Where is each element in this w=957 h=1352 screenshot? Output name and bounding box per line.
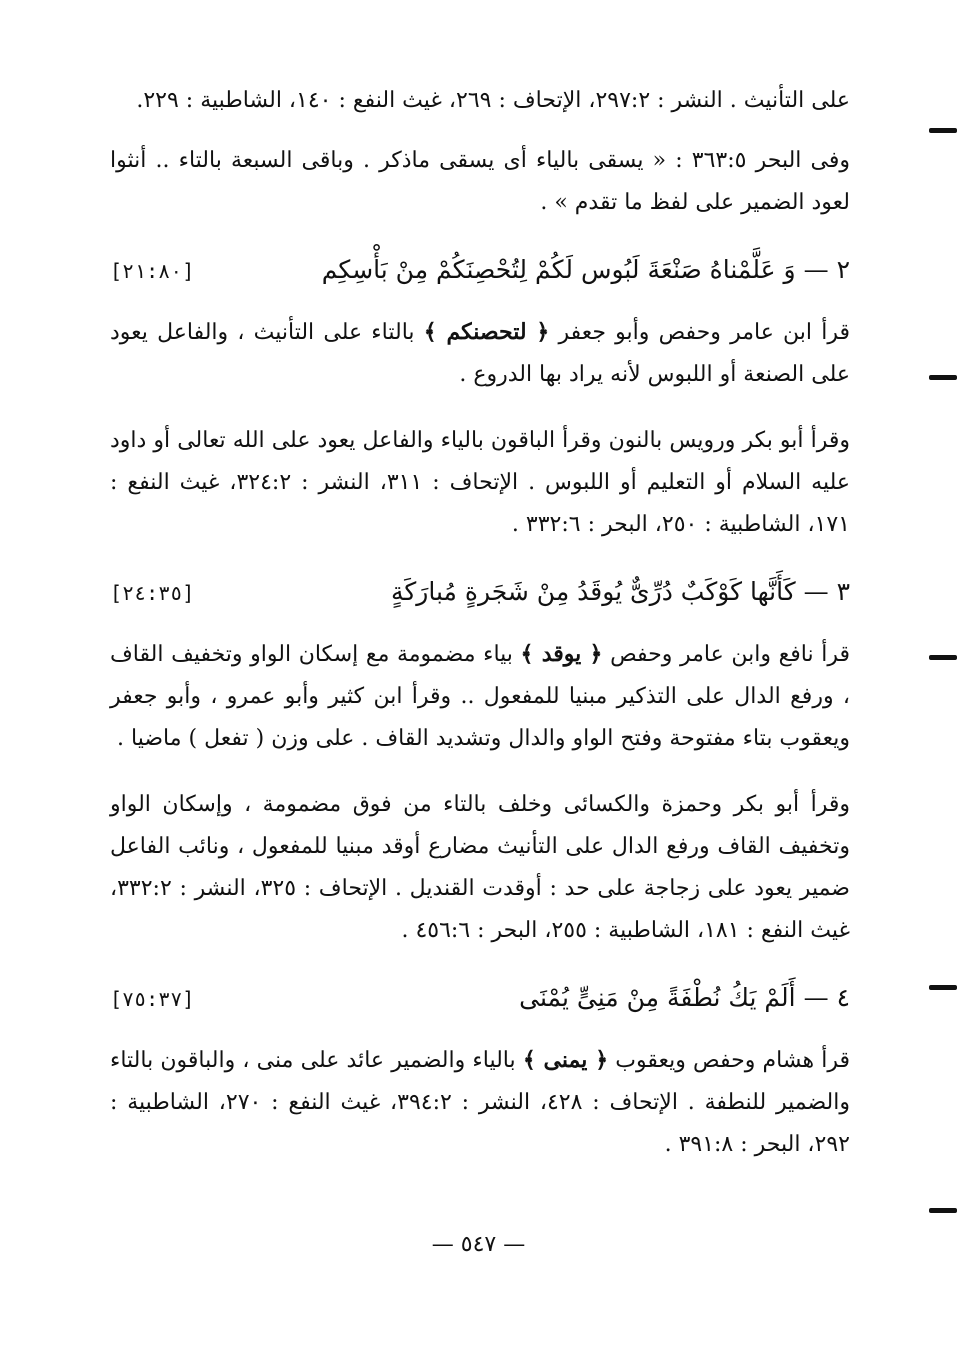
item-4-ref: [٧٥:٣٧]: [110, 987, 195, 1011]
item-3-verse: [391, 570, 850, 614]
item-2-p1-text-a: قرأ ابن عامر وحفص وأبو جعفر: [558, 320, 850, 345]
item-2-paragraph-2: وقرأ أبو بكر ورويس بالنون وقرأ الباقون بالياء والفاعل يعود على الله تعالى أو داود عليه السلام أو التعليم أو اللبوس . الإتحاف : ٣١١، النشر : ٣٢٤:٢، غيث النفع : ١٧١، الشاطبية : ٢٥٠، البحر : ٣٣٢:٦ .: [110, 428, 850, 537]
item-3-p1-text-a: قرأ نافع وابن عامر وحفص: [610, 642, 851, 667]
item-2-p1-text-b: بالتاء على التأنيث ، والفاعل يعود على الصنعة أو اللبوس لأنه يراد بها الدروع .: [110, 320, 850, 387]
item-4-verse: [519, 976, 850, 1020]
binding-mark: [929, 375, 957, 380]
item-2-ref: [٢١:٨٠]: [110, 259, 195, 283]
item-4-p1-text-a: قرأ هشام وحفص ويعقوب: [615, 1048, 851, 1073]
item-3-paragraph-1: [110, 633, 850, 760]
page-body: [110, 80, 850, 1190]
item-3-verse-text: كَأَنَّها كَوْكَبٌ دُرِّىٌّ يُوقَدُ مِنْ شَجَرةٍ مُبارَكَةٍ: [390, 577, 796, 606]
binding-mark: [929, 655, 957, 660]
item-3-paragraph-2: وقرأ أبو بكر وحمزة والكسائى وخلف بالتاء من فوق مضمومة ، وإسكان الواو وتخفيف القاف ورفع الدال على التأنيث مضارع أوقد مبنيا للمفعول ، ونائب الفاعل ضمير يعود على زجاجة على حد : أوقدت القنديل . الإتحاف : ٣٢٥، النشر : ٣٣٢:٢، غيث النفع : ١٨١، الشاطبية : ٢٥٥، البحر : ٤٥٦:٦ .: [110, 792, 850, 943]
item-4-p1-text-b: بالياء والضمير عائد على منى ، والباقون بالتاء والضمير للنطفة . الإتحاف : ٤٢٨، النشر : ٣٩٤:٢، غيث النفع : ٢٧٠، الشاطبية : ٢٩٢، البحر : ٣٩١:٨ .: [110, 1048, 850, 1157]
item-4-verse-text: أَلَمْ يَكُ نُطْفَةً مِنْ مَنِىٍّ يُمْنَى: [519, 983, 796, 1012]
item-3-keyword: ﴿ يوقد ﴾: [520, 641, 603, 667]
bahr-note: وفى البحر ٣٦٣:٥ : « يسقى بالياء أى يسقى ماذكر . وباقى السبعة بالتاء .. أنثوا لعود الضمير على لفظ ما تقدم » .: [110, 148, 850, 215]
item-3-p1-text-b: بياء مضمومة مع إسكان الواو وتخفيف القاف ، ورفع الدال على التذكير مبنيا للمفعول .. وقرأ ابن كثير وأبو عمرو ، وأبو جعفر ويعقوب بتاء مفتوحة وفتح الواو والدال وتشديد القاف . على وزن ( تفعل ) ماضيا .: [110, 642, 850, 751]
item-3-verse-line: [110, 570, 850, 615]
item-4-keyword: ﴿ يمنى ﴾: [522, 1047, 609, 1073]
item-4-number: ٤ —: [803, 983, 850, 1012]
intro-line: على التأنيث . النشر : ٢٩٧:٢، الإتحاف : ٢٦٩، غيث النفع : ١٤٠، الشاطبية : ٢٢٩.: [136, 88, 850, 113]
item-2-verse-text: وَ عَلَّمْناهُ صَنْعَةَ لَبُوس لَكُمْ لِتُحْصِنَكُمْ مِنْ بَأْسِكِم: [321, 255, 796, 284]
item-2-number: ٢ —: [803, 255, 850, 284]
item-2-keyword: ﴿ لتحصنكم ﴾: [423, 319, 550, 345]
item-2-paragraph-1: [110, 311, 850, 396]
item-2-verse: [322, 248, 850, 292]
item-4-verse-line: [110, 976, 850, 1021]
item-2-verse-line: [110, 248, 850, 293]
item-4-paragraph-1: [110, 1039, 850, 1166]
item-3-number: ٣ —: [803, 577, 850, 606]
binding-mark: [929, 1208, 957, 1213]
binding-mark: [929, 128, 957, 133]
binding-mark: [929, 985, 957, 990]
item-3-ref: [٢٤:٣٥]: [110, 581, 195, 605]
page-number: — ٥٤٧ —: [431, 1232, 526, 1257]
